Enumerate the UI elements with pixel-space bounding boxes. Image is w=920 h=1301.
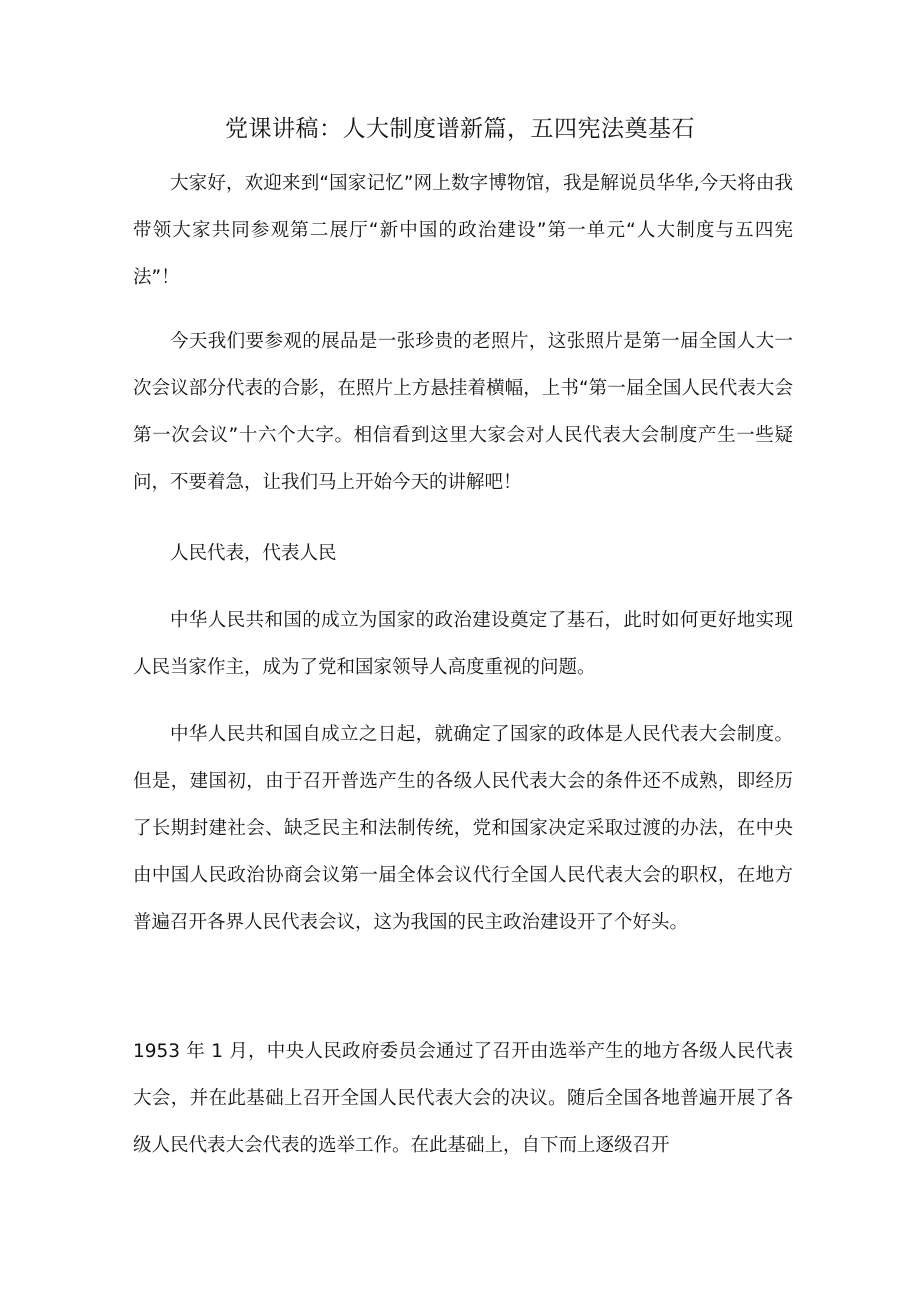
- paragraph-founding: 中华人民共和国的成立为国家的政治建设奠定了基石，此时如何更好地实现人民当家作主，成为了党和国家领导人高度重视的问题。: [133, 610, 793, 678]
- section-heading: 人民代表，代表人民: [170, 543, 337, 564]
- paragraph-1953-election: 1953 年 1 月，中央人民政府委员会通过了召开由选举产生的地方各级人民代表大会，并在此基础上召开全国人民代表大会的决议。随后全国各地普遍开展了各级人民代表大会代表的选举工作。在此基础上，自下而上逐级召开: [133, 1041, 793, 1156]
- paragraph-photo-exhibit: 今天我们要参观的展品是一张珍贵的老照片，这张照片是第一届全国人大一次会议部分代表的合影，在照片上方悬挂着横幅，上书“第一届全国人民代表大会第一次会议”十六个大字。相信看到这里大家会对人民代表大会制度产生一些疑问，不要着急，让我们马上开始今天的讲解吧！: [133, 331, 793, 493]
- document-title: 党课讲稿：人大制度谱新篇，五四宪法奠基石: [225, 116, 695, 142]
- paragraph-welcome: 大家好，欢迎来到“国家记忆”网上数字博物馆，我是解说员华华,今天将由我带领大家共同参观第二展厅“新中国的政治建设”第一单元“人大制度与五四宪法”！: [133, 173, 793, 288]
- paragraph-political-system: 中华人民共和国自成立之日起，就确定了国家的政体是人民代表大会制度。但是，建国初，由于召开普选产生的各级人民代表大会的条件还不成熟，即经历了长期封建社会、缺乏民主和法制传统，党和国家决定采取过渡的办法，在中央由中国人民政治协商会议第一届全体会议代行全国人民代表大会的职权，在地方普遍召开各界人民代表会议，这为我国的民主政治建设开了个好头。: [133, 724, 793, 933]
